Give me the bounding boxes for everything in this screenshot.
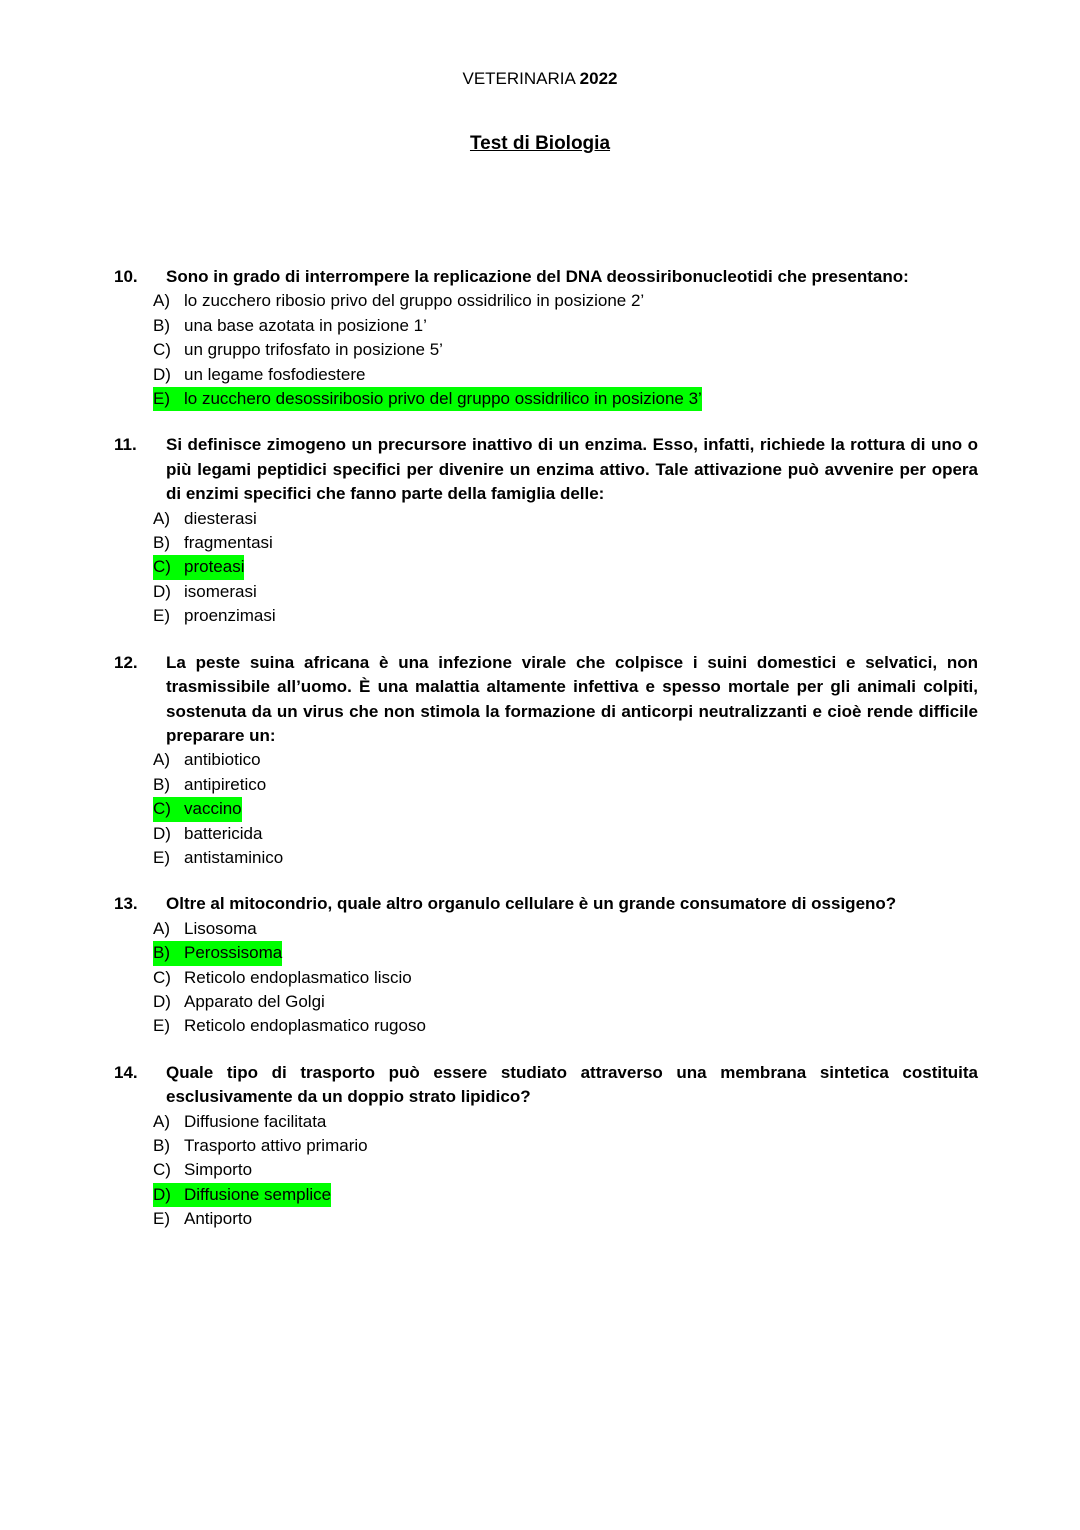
question-text: Sono in grado di interrompere la replicazione del DNA deossiribonucleotidi che presentano: bbox=[166, 267, 909, 286]
question-text: Si definisce zimogeno un precursore inattivo di un enzima. Esso, infatti, richiede la rottura di uno o più legami peptidici specifici per divenire un enzima attivo. Tale attivazione può avvenire per opera di enzimi specifici che fanno parte della famiglia delle: bbox=[166, 435, 978, 504]
option-letter: B) bbox=[153, 943, 170, 963]
option-text: lo zucchero desossiribosio privo del gruppo ossidrilico in posizione 3’ bbox=[184, 389, 702, 409]
page-title bbox=[0, 132, 1080, 156]
question-number: 10. bbox=[114, 267, 138, 286]
question-number: 14. bbox=[114, 1062, 138, 1082]
option-text: Diffusione semplice bbox=[184, 1184, 332, 1204]
option-letter: B) bbox=[153, 533, 170, 553]
question-10 bbox=[114, 265, 978, 411]
option-letter: C) bbox=[153, 967, 171, 987]
option-letter: C) bbox=[153, 340, 171, 360]
answer-option-e bbox=[153, 1014, 978, 1038]
answer-option-a bbox=[153, 917, 978, 941]
option-letter: B) bbox=[153, 315, 170, 335]
option-text: Simporto bbox=[184, 1160, 253, 1180]
option-text: antipiretico bbox=[184, 774, 267, 794]
answer-option-e bbox=[153, 846, 978, 870]
option-text: Reticolo endoplasmatico rugoso bbox=[184, 1016, 426, 1036]
option-letter: A) bbox=[153, 1111, 170, 1131]
question-number: 11. bbox=[114, 435, 137, 455]
answer-option-d bbox=[153, 822, 978, 846]
question-header bbox=[114, 433, 978, 506]
option-letter: B) bbox=[153, 1136, 170, 1155]
answer-option-d bbox=[153, 1183, 978, 1207]
question-text: Quale tipo di trasporto può essere studiato attraverso una membrana sintetica costituita esclusivamente da un doppio strato lipidico? bbox=[166, 1062, 978, 1107]
answer-option-c bbox=[153, 555, 978, 579]
answer-options bbox=[114, 289, 978, 411]
option-text: fragmentasi bbox=[184, 533, 273, 553]
option-letter: A) bbox=[153, 750, 170, 770]
question-header bbox=[114, 1061, 978, 1110]
option-letter: C) bbox=[153, 1160, 171, 1180]
option-letter: D) bbox=[153, 823, 171, 843]
option-text: un gruppo trifosfato in posizione 5’ bbox=[184, 340, 443, 360]
answer-option-b bbox=[153, 941, 978, 965]
option-letter: E) bbox=[153, 1016, 170, 1036]
answer-option-b bbox=[153, 773, 978, 797]
option-letter: A) bbox=[153, 291, 170, 311]
option-text: antistaminico bbox=[184, 847, 284, 867]
question-list bbox=[114, 265, 978, 1254]
answer-option-a bbox=[153, 748, 978, 772]
option-text: Diffusione facilitata bbox=[184, 1111, 327, 1131]
question-14 bbox=[114, 1061, 978, 1232]
option-text: un legame fosfodiestere bbox=[184, 364, 366, 384]
question-header bbox=[114, 651, 978, 749]
answer-option-a bbox=[153, 1110, 978, 1134]
answer-option-e bbox=[153, 387, 978, 411]
option-letter: E) bbox=[153, 606, 170, 626]
question-header bbox=[114, 892, 978, 916]
option-text: battericida bbox=[184, 823, 263, 843]
answer-option-c bbox=[153, 966, 978, 990]
option-text: vaccino bbox=[184, 799, 242, 819]
option-letter: E) bbox=[153, 847, 170, 867]
question-13 bbox=[114, 892, 978, 1038]
option-text: Apparato del Golgi bbox=[184, 991, 325, 1011]
option-text: proteasi bbox=[184, 557, 245, 577]
option-letter: A) bbox=[153, 918, 170, 938]
option-letter: E) bbox=[153, 389, 170, 409]
answer-option-e bbox=[153, 604, 978, 628]
option-letter: A) bbox=[153, 508, 170, 528]
question-number: 13. bbox=[114, 894, 138, 914]
option-text: Trasporto attivo primario bbox=[184, 1136, 368, 1155]
question-text: La peste suina africana è una infezione virale che colpisce i suini domestici e selvatici, non trasmissibile all’uomo. È una malattia altamente infettiva e spesso mortale per gli animali colpiti, sostenuta da un virus che non stimola la formazione di anticorpi neutralizzanti e cioè rende difficile preparare un: bbox=[166, 652, 978, 745]
answer-options bbox=[114, 748, 978, 870]
answer-option-b bbox=[153, 314, 978, 338]
question-text: Oltre al mitocondrio, quale altro organulo cellulare è un grande consumatore di ossigeno? bbox=[166, 894, 897, 914]
option-letter: D) bbox=[153, 581, 171, 601]
option-letter: D) bbox=[153, 364, 171, 384]
answer-option-c bbox=[153, 1158, 978, 1182]
exam-year: 2022 bbox=[579, 69, 618, 88]
option-text: Antiporto bbox=[184, 1209, 253, 1229]
question-12 bbox=[114, 651, 978, 871]
page-title-text: Test di Biologia bbox=[469, 133, 611, 154]
question-header bbox=[114, 265, 978, 289]
answer-option-c bbox=[153, 338, 978, 362]
answer-option-e bbox=[153, 1207, 978, 1231]
answer-option-c bbox=[153, 797, 978, 821]
option-text: diesterasi bbox=[184, 508, 257, 528]
question-number: 12. bbox=[114, 652, 138, 672]
exam-label: VETERINARIA bbox=[462, 69, 575, 88]
option-text: antibiotico bbox=[184, 750, 261, 770]
answer-option-d bbox=[153, 363, 978, 387]
answer-option-b bbox=[153, 531, 978, 555]
answer-option-b bbox=[153, 1134, 978, 1158]
option-text: lo zucchero ribosio privo del gruppo ossidrilico in posizione 2’ bbox=[184, 291, 645, 311]
answer-option-d bbox=[153, 580, 978, 604]
option-text: isomerasi bbox=[184, 581, 257, 601]
option-text: proenzimasi bbox=[184, 606, 276, 626]
answer-option-a bbox=[153, 507, 978, 531]
answer-option-d bbox=[153, 990, 978, 1014]
option-letter: D) bbox=[153, 1184, 171, 1204]
answer-options bbox=[114, 917, 978, 1039]
answer-options bbox=[114, 507, 978, 629]
question-11 bbox=[114, 433, 978, 628]
option-letter: C) bbox=[153, 799, 171, 819]
option-letter: D) bbox=[153, 991, 171, 1011]
option-text: Lisosoma bbox=[184, 918, 257, 938]
option-letter: B) bbox=[153, 774, 170, 794]
option-text: una base azotata in posizione 1’ bbox=[184, 315, 427, 335]
option-letter: E) bbox=[153, 1209, 170, 1229]
answer-option-a bbox=[153, 289, 978, 313]
option-text: Perossisoma bbox=[184, 943, 283, 963]
option-letter: C) bbox=[153, 557, 171, 577]
answer-options bbox=[114, 1110, 978, 1232]
exam-header bbox=[0, 68, 1080, 90]
option-text: Reticolo endoplasmatico liscio bbox=[184, 967, 412, 987]
